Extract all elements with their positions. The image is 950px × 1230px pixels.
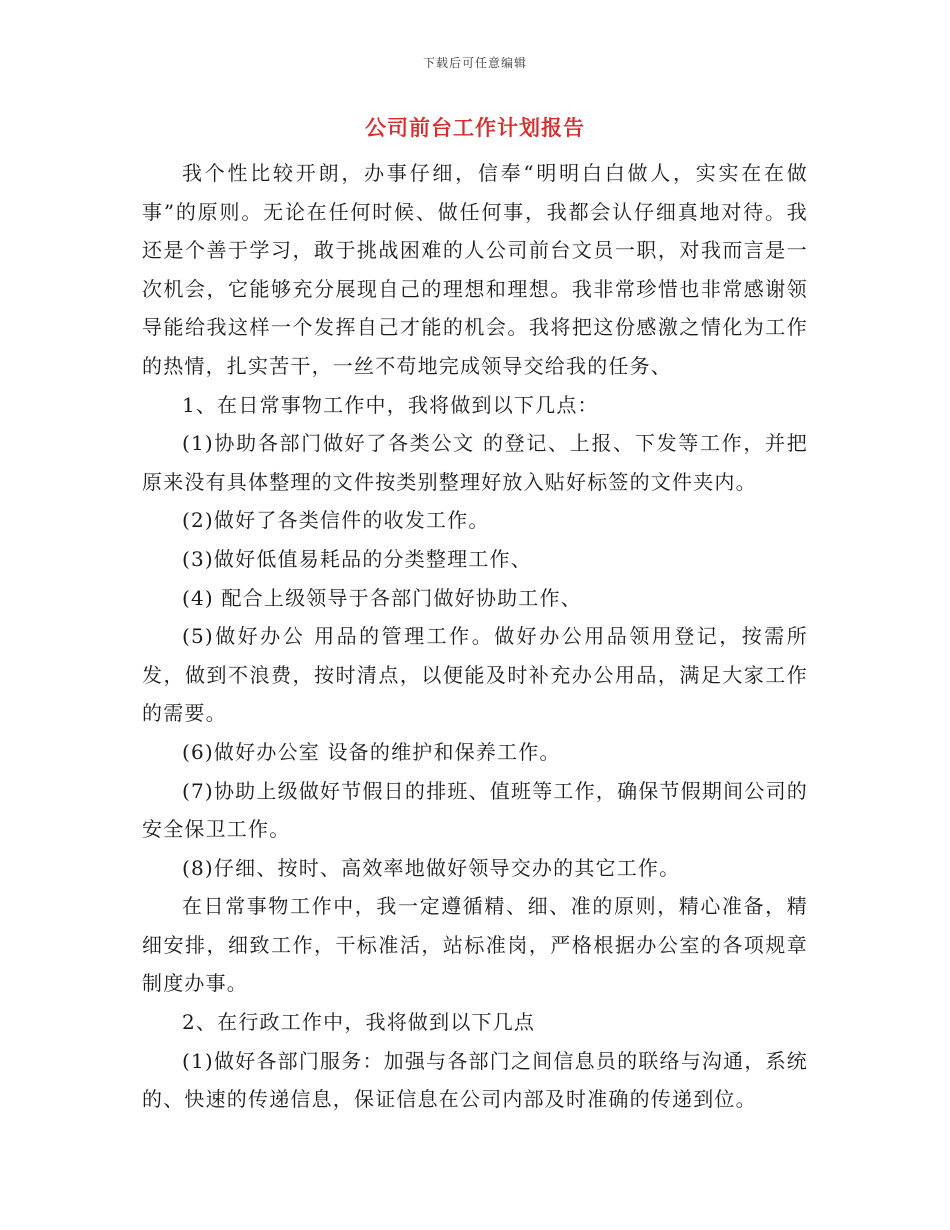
document-body (142, 154, 808, 1119)
paragraph-section-2-item-1: (1)做好各部门服务：加强与各部门之间信息员的联络与沟通，系统的、快速的传递信息，保证信息在公司内部及时准确的传递到位。 (142, 1048, 808, 1112)
paragraph-item-4: (4) 配合上级领导于各部门做好协助工作、 (182, 585, 582, 610)
header-note: 下载后可任意编辑 (422, 56, 527, 70)
paragraph-item-6: (6)做好办公室 设备的维护和保养工作。 (182, 739, 561, 764)
paragraph-intro: 我个性比较开朗，办事仔细，信奉“明明白白做人，实实在在做事”的原则。无论在任何时候、做任何事，我都会认仔细真地对待。我还是个善于学习，敢于挑战困难的人公司前台文员一职，对我而言是一次机会，它能够充分展现自己的理想和理想。我非常珍惜也非常感谢领导能给我这样一个发挥自己才能的机会。我将把这份感激之情化为工作的热情，扎实苦干，一丝不苟地完成领导交给我的任务、 (142, 161, 808, 378)
paragraph-item-1: (1)协助各部门做好了各类公文 的登记、上报、下发等工作，并把原来没有具体整理的文件按类别整理好放入贴好标签的文件夹内。 (142, 431, 808, 494)
paragraph-item-8: (8)仔细、按时、高效率地做好领导交办的其它工作。 (182, 855, 681, 880)
paragraph-section-1-heading: 1、在日常事物工作中，我将做到以下几点： (182, 392, 599, 417)
paragraph-item-2: (2)做好了各类信件的收发工作。 (182, 508, 490, 533)
document-title: 公司前台工作计划报告 (365, 115, 585, 140)
paragraph-item-5: (5)做好办公 用品的管理工作。做好办公用品领用登记，按需所发，做到不浪费，按时清点，以便能及时补充办公用品，满足大家工作的需要。 (142, 624, 808, 726)
paragraph-summary: 在日常事物工作中，我一定遵循精、细、准的原则，精心准备，精细安排，细致工作，干标准活，站标准岗，严格根据办公室的各项规章制度办事。 (142, 894, 808, 996)
paragraph-item-3: (3)做好低值易耗品的分类整理工作、 (182, 546, 532, 571)
paragraph-section-2-heading: 2、在行政工作中，我将做到以下几点 (182, 1010, 536, 1035)
paragraph-item-7: (7)协助上级做好节假日的排班、值班等工作，确保节假期间公司的安全保卫工作。 (142, 778, 808, 842)
